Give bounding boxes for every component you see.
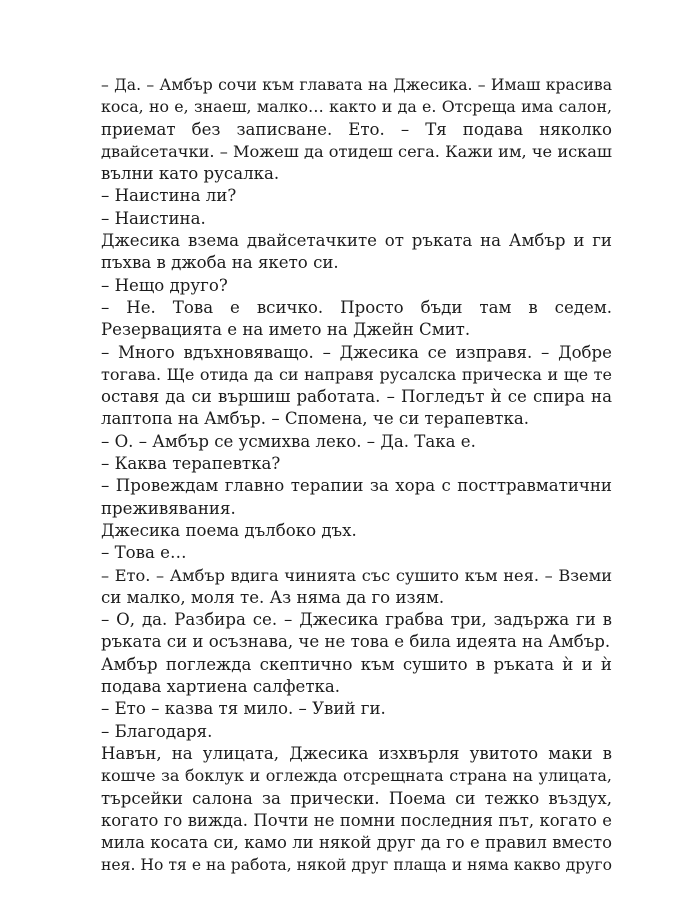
text-line: Амбър поглежда скептично към сушито в ръката ѝ и ѝ [101,654,612,674]
text-line: когато го вижда. Почти не помни последния път, когато е [101,810,612,830]
paragraph [88,609,612,654]
paragraph [88,542,612,564]
text-line: ръката си и осъзнава, че не това е била идеята на Амбър. [101,632,611,652]
paragraph [88,743,612,877]
text-line: преживявания. [101,498,236,518]
text-line: – Това е… [101,543,187,563]
text-line: – Наистина. [101,208,206,228]
text-line: си малко, моля те. Аз няма да го изям. [101,587,445,607]
text-line: кошче за боклук и оглежда отсрещната страна на улицата, [101,766,612,786]
paragraph [88,74,612,185]
text-line: – Благодаря. [101,721,213,741]
document-page [88,74,612,877]
text-line: мила косата си, камо ли някой друг да го е правил вместо [101,833,612,853]
paragraph [88,230,612,275]
paragraph [88,185,612,207]
text-line: подава хартиена салфетка. [101,677,341,697]
paragraph [88,275,612,297]
text-line: търсейки салона за прически. Поема си тежко въздух, [101,788,612,808]
text-line: оставя да си вършиш работата. – Погледът ѝ се спира на [101,387,612,407]
text-line: пъхва в джоба на якето си. [101,253,339,273]
text-line: Резервацията е на името на Джейн Смит. [101,320,471,340]
text-line: – Не. Това е всичко. Просто бъди там в седем. [101,297,612,317]
text-line: – Наистина ли? [101,186,237,206]
text-line: – О. – Амбър се усмихва леко. – Да. Така е. [101,431,476,451]
text-line: – О, да. Разбира се. – Джесика грабва три, задържа ги в [101,610,612,630]
text-line: – Ето. – Амбър вдига чинията със сушито към нея. – Вземи [101,565,612,585]
paragraph [88,297,612,342]
text-line: приемат без записване. Ето. – Тя подава няколко [101,119,612,139]
text-line: – Каква терапевтка? [101,454,281,474]
paragraph [88,431,612,453]
text-line: – Провеждам главно терапии за хора с посттравматични [101,476,612,496]
paragraph [88,342,612,431]
text-line: двайсетачки. – Можеш да отидеш сега. Кажи им, че искаш [101,141,612,161]
text-line: – Да. – Амбър сочи към главата на Джесика. – Имаш красива [101,76,612,94]
paragraph [88,520,612,542]
paragraph [88,721,612,743]
paragraph [88,698,612,720]
paragraph [88,654,612,699]
text-line: лаптопа на Амбър. – Спомена, че си терапевтка. [101,409,530,429]
paragraph [88,453,612,475]
text-line: нея. Но тя е на работа, някой друг плаща и няма какво друго [101,856,612,875]
text-line: Навън, на улицата, Джесика изхвърля увитото маки в [101,743,612,763]
text-line: вълни като русалка. [101,164,280,184]
text-line: – Нещо друго? [101,275,228,295]
text-line: Джесика взема двайсетачките от ръката на Амбър и ги [101,231,612,251]
paragraph [88,475,612,520]
paragraph [88,208,612,230]
text-line: тогава. Ще отида да си направя русалска прическа и ще те [101,364,612,384]
text-line: – Много вдъхновяващо. – Джесика се изправя. – Добре [101,342,612,362]
text-line: Джесика поема дълбоко дъх. [101,520,357,540]
paragraph [88,565,612,610]
text-line: коса, но е, знаеш, малко… както и да е. Отсреща има салон, [101,97,612,117]
text-line: – Ето – казва тя мило. – Увий ги. [101,699,386,719]
